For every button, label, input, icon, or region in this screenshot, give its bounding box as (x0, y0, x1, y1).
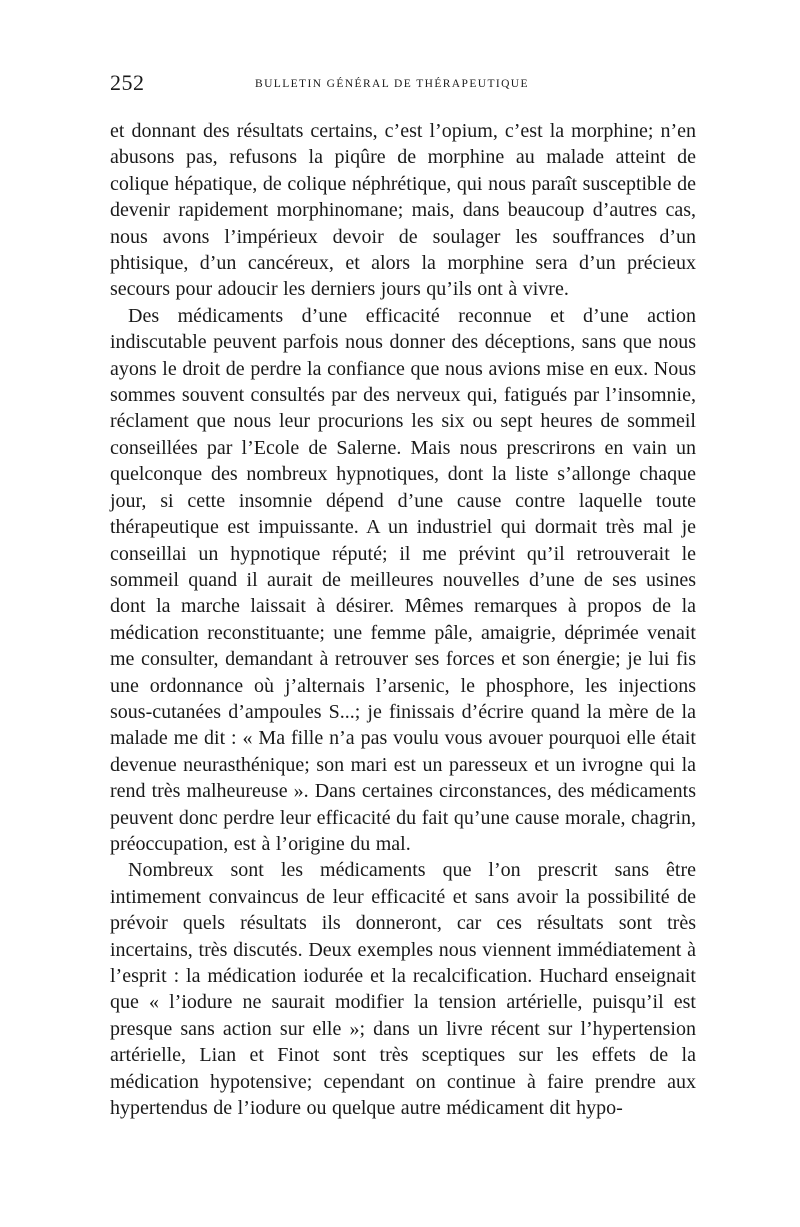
paragraph-3: Nombreux sont les médicaments que l’on prescrit sans être intimement convaincus de leur efficacité et sans avoir la possibilité de prévoir quels résultats ils donneront, car ces résultats sont très incertains, très discutés. Deux exemples nous viennent immédiatement à l’esprit : la médication iodurée et la recalcification. Huchard enseignait que « l’iodure ne saurait modifier la tension artérielle, puisqu’il est presque sans action sur elle »; dans un livre récent sur l’hypertension artérielle, Lian et Finot sont très sceptiques sur les effets de la médication hypotensive; cependant on continue à faire prendre aux hypertendus de l’iodure ou quelque autre médicament dit hypo- (110, 859, 696, 1120)
paragraph-2: Des médicaments d’une efficacité reconnue et d’une action indiscutable peuvent parfois nous donner des déceptions, sans que nous ayons le droit de perdre la confiance que nous avions mise en eux. Nous sommes souvent consultés par des nerveux qui, fatigués par l’insomnie, réclament que nous leur procurions les six ou sept heures de sommeil conseillées par l’Ecole de Salerne. Mais nous prescrirons en vain un quelconque des nombreux hypnotiques, dont la liste s’allonge chaque jour, si cette insomnie dépend d’une cause contre laquelle toute thérapeutique est impuissante. A un industriel qui dormait très mal je conseillai un hypnotique réputé; il me prévint qu’il retrouverait le sommeil quand il aurait de meilleures nouvelles d’une de ses usines dont la marche laissait à désirer. Mêmes remarques à propos de la médication reconstituante; une femme pâle, amaigrie, déprimée venait me consulter, demandant à retrouver ses forces et son énergie; je lui fis une ordonnance où j’alternais l’arsenic, le phosphore, les injections sous-cutanées d’ampoules S...; je finissais d’écrire quand la mère de la malade me dit : « Ma fille n’a pas voulu vous avouer pourquoi elle était devenue neurasthénique; son mari est un paresseux et un ivrogne qui la rend très malheureuse ». Dans certaines circonstances, des médicaments peuvent donc perdre leur efficacité du fait qu’une cause morale, chagrin, préoccupation, est à l’origine du mal. (110, 304, 696, 855)
document-page (110, 70, 696, 1121)
paragraph-1: et donnant des résultats certains, c’est l’opium, c’est la morphine; n’en abusons pas, refusons la piqûre de morphine au malade atteint de colique hépatique, de colique néphrétique, qui nous paraît susceptible de devenir rapidement morphinomane; mais, dans beaucoup d’autres cas, nous avons l’impérieux devoir de soulager les souffrances d’un phtisique, d’un cancéreux, et alors la morphine sera d’un précieux secours pour adoucir les derniers jours qu’ils ont à vivre. (110, 120, 696, 301)
body-text (110, 118, 696, 1121)
page-number: 252 (110, 70, 145, 95)
journal-title: BULLETIN GÉNÉRAL DE THÉRAPEUTIQUE (255, 78, 529, 90)
running-head (110, 70, 696, 100)
